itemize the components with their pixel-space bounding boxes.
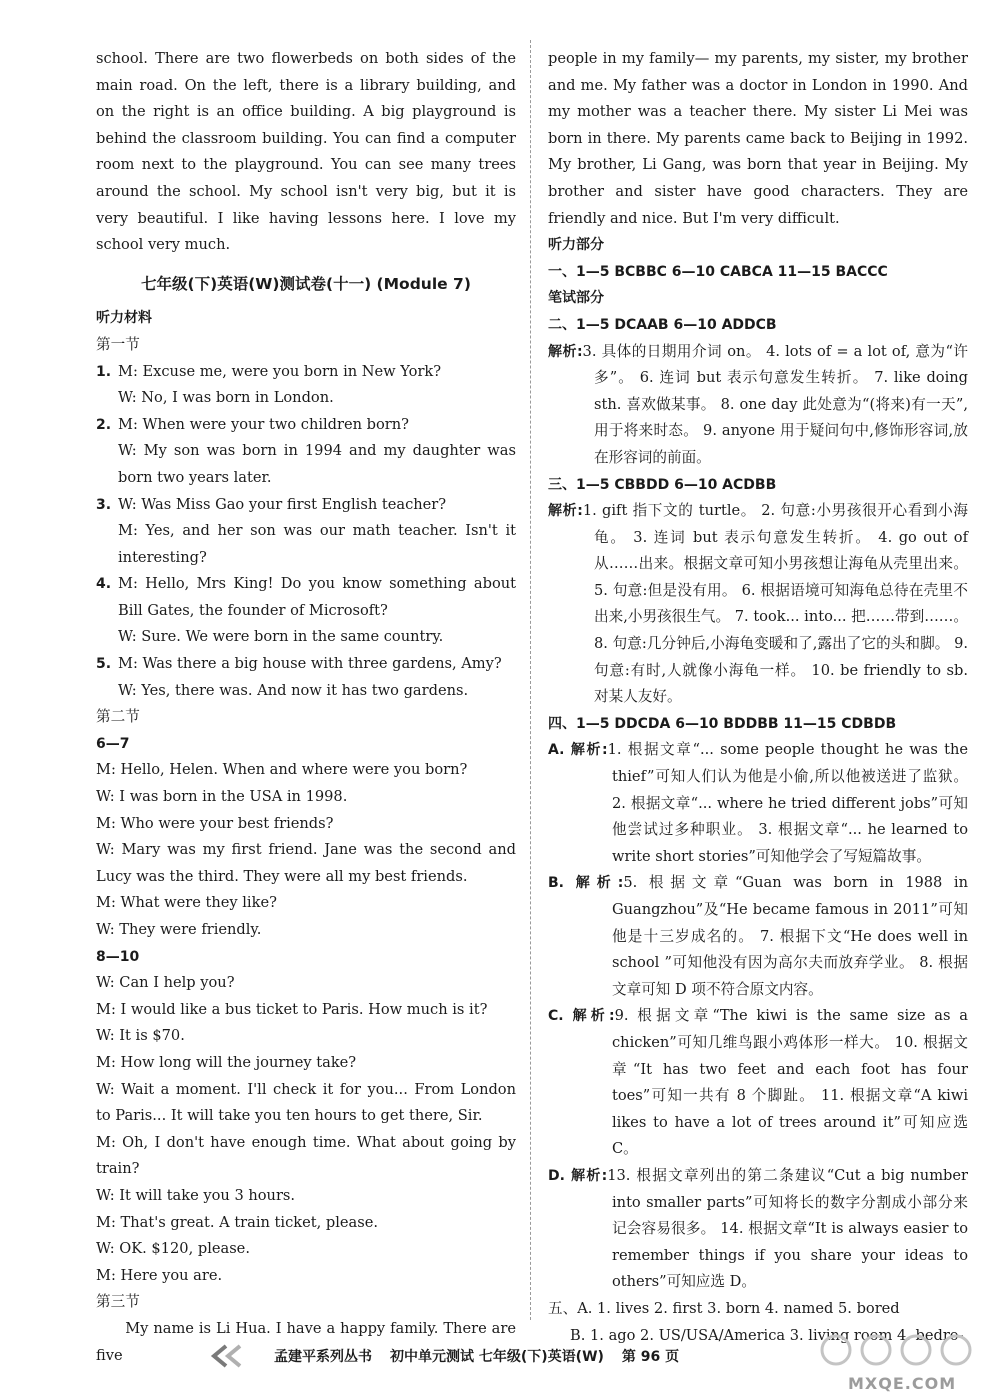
section-3-answers: 三、1—5 CBBDD 6—10 ACDBB — [548, 476, 777, 493]
dialog-line: W: It will take you 3 hours. — [96, 1186, 296, 1204]
dialog-line: M: Yes, and her son was our math teacher. Isn't it interesting? — [118, 522, 516, 566]
group-6-7-label: 6—7 — [96, 735, 130, 752]
watermark-text: MXQE.COM — [848, 1374, 957, 1393]
dialog-line: M: I would like a bus ticket to Paris. How much is it? — [96, 1000, 488, 1018]
analysis-label: 解析: — [548, 343, 583, 360]
question-3 — [96, 492, 516, 572]
section-4-answers: 四、1—5 DDCDA 6—10 BDDBB 11—15 CDBDB — [548, 715, 897, 732]
dialog-line: M: Hello, Mrs King! Do you know something about Bill Gates, the founder of Microsoft? — [118, 575, 516, 619]
dialog-line: W: No, I was born in London. — [118, 389, 334, 407]
dialog-line: W: Yes, there was. And now it has two gardens. — [118, 681, 469, 699]
dialog-line: W: I was born in the USA in 1998. — [96, 788, 348, 806]
question-number: 3. — [96, 496, 112, 513]
dialog-line: M: What were they like? — [96, 894, 277, 912]
dialog-line: M: Hello, Helen. When and where were you born? — [96, 761, 468, 779]
section-2-answers: 二、1—5 DCAAB 6—10 ADDCB — [548, 316, 777, 333]
analysis-label: A. 解析: — [548, 742, 608, 759]
question-number: 4. — [96, 576, 112, 593]
page-number: 第 96 页 — [621, 1349, 680, 1365]
section-3-analysis — [548, 498, 968, 711]
section-2-label: 第二节 — [96, 708, 140, 726]
part-a-analysis — [548, 737, 968, 870]
written-part-label: 笔试部分 — [548, 290, 604, 307]
analysis-label: B. 解析: — [548, 875, 624, 892]
right-column — [548, 46, 968, 1349]
question-number: 1. — [96, 363, 112, 380]
section-1-label: 第一节 — [96, 335, 140, 353]
book-title: 初中单元测试 七年级(下)英语(W) — [390, 1349, 604, 1365]
part-c-analysis — [548, 1003, 968, 1163]
series-name: 孟建平系列丛书 — [274, 1349, 372, 1365]
column-divider — [530, 40, 531, 1320]
dialog-line: W: Was Miss Gao your first English teacher? — [118, 495, 447, 513]
part-d-analysis — [548, 1163, 968, 1296]
double-chevron-left-icon — [210, 1344, 246, 1368]
dialog-line: W: OK. $120, please. — [96, 1240, 250, 1258]
dialog-line: M: Who were your best friends? — [96, 814, 334, 832]
dialog-line: W: Can I help you? — [96, 974, 235, 992]
test-title: 七年级(下)英语(W)测试卷(十一) (Module 7) — [141, 274, 471, 293]
dialog-line: W: My son was born in 1994 and my daughter was born two years later. — [118, 442, 516, 486]
analysis-text: 1. gift 指下文的 turtle。 2. 句意:小男孩很开心看到小海龟。 3. 连词 but 表示句意发生转折。 4. go out of 从……出来。根据文章可知小男孩想让海龟从壳里出来。 5. 句意:但是没有用。 6. 根据语境可知海龟总待在壳里不出来,小男孩很生气。 7. took... into... 把……带到……。 8. 句意:几分钟后,小海龟变暖和了,露出了它的头和脚。 9. 句意:有时,人就像小海龟一样。 10. be friendly to sb. 对某人友好。 — [582, 502, 968, 706]
dialog-line: M: How long will the journey take? — [96, 1053, 357, 1071]
dialog-line: W: Wait a moment. I'll check it for you... From London to Paris... It will take you ten hours to get there, Sir. — [96, 1080, 516, 1125]
dialog-line: M: When were your two children born? — [118, 415, 410, 433]
listening-part-label: 听力部分 — [548, 237, 604, 254]
group-8-10-label: 8—10 — [96, 948, 140, 965]
analysis-label: D. 解析: — [548, 1167, 608, 1184]
dialog-line: W: Sure. We were born in the same country. — [118, 628, 444, 646]
left-column — [96, 46, 516, 1369]
continued-paragraph: people in my family— my parents, my sister, my brother and me. My father was a doctor in London in 1990. And my mother was a teacher there. My sister Li Mei was born in there. My parents came back to Beijing in 1992. My brother, Li Gang, was born that year in Beijing. My brother and sister have good characters. They are friendly and nice. But I'm very difficult. — [548, 50, 968, 227]
section-5-a-answers: 五、A. 1. lives 2. first 3. born 4. named 5. bored — [548, 1299, 900, 1317]
dialog-line: M: Was there a big house with three gardens, Amy? — [118, 655, 502, 673]
section-3-paragraph: My name is Li Hua. I have a happy family. There are five — [96, 1319, 516, 1364]
dialog-line: W: It is $70. — [96, 1027, 185, 1045]
dialog-line: W: They were friendly. — [96, 921, 262, 938]
analysis-text: 5. 根据文章“Guan was born in 1988 in Guangzhou”及“He became famous in 2011”可知他是十三岁成名的。 7. 根据下文“He does well in school ”可知他没有因为高尔夫而放弃学业。 8. 根据文章可知 D 项不符合原文内容。 — [612, 874, 968, 998]
section-2-analysis — [548, 339, 968, 472]
question-5 — [96, 651, 516, 704]
dialog-line: M: Here you are. — [96, 1266, 223, 1284]
question-4 — [96, 571, 516, 651]
dialog-line: M: That's great. A train ticket, please. — [96, 1213, 378, 1231]
section-5-b-answers: B. 1. ago 2. US/USA/America 3. living room 4. bedro- — [570, 1326, 964, 1344]
analysis-text: 3. 具体的日期用介词 on。 4. lots of = a lot of, 意为“许多”。 6. 连词 but 表示句意发生转折。 7. like doing sth. 喜欢做某事。 8. one day 此处意为“(将来)有一天”,用于将来时态。 9. anyone 用于疑问句中,修饰形容词,放在形容词的前面。 — [582, 342, 968, 466]
analysis-text: 13. 根据文章列出的第二条建议“Cut a big number into smaller parts”可知将长的数字分割成小部分来记会容易很多。 14. 根据文章“It is always easier to remember things if you share your ideas to others”可知应选 D。 — [607, 1166, 968, 1291]
analysis-text: 1. 根据文章“... some people thought he was the thief”可知人们认为他是小偷,所以他被送进了监狱。 2. 根据文章“... where he tried different jobs”可知他尝试过多种职业。 3. 根据文章“... he learned to write short stories”可知他学会了写短篇故事。 — [607, 741, 969, 865]
dialog-8-10 — [96, 970, 516, 1289]
listening-material-label: 听力材料 — [96, 310, 152, 327]
question-2 — [96, 412, 516, 492]
dialog-line: W: Mary was my first friend. Jane was the second and Lucy was the third. They were all my best friends. — [96, 841, 516, 885]
listening-answers: 一、1—5 BCBBC 6—10 CABCA 11—15 BACCC — [548, 263, 888, 280]
page-footer — [210, 1340, 830, 1372]
part-b-analysis — [548, 870, 968, 1003]
dialog-line: M: Oh, I don't have enough time. What about going by train? — [96, 1133, 516, 1178]
dialog-6-7 — [96, 757, 516, 943]
question-1 — [96, 359, 516, 412]
analysis-label: 解析: — [548, 503, 583, 520]
dialog-line: M: Excuse me, were you born in New York? — [118, 362, 442, 380]
intro-paragraph: school. There are two flowerbeds on both sides of the main road. On the left, there is a library building, and on the right is an office building. A big playground is behind the classroom building. You can find a computer room next to the playground. You can see many trees around the school. My school isn't very big, but it is very beautiful. I like having lessons here. I love my school very much. — [96, 50, 516, 254]
analysis-text: 9. 根据文章“The kiwi is the same size as a chicken”可知几维鸟跟小鸡体形一样大。 10. 根据文章“It has two feet and each foot has four toes”可知一共有 8 个脚趾。 11. 根据文章“A kiwi likes to have a lot of trees around it”可知应选 C。 — [612, 1007, 968, 1158]
question-number: 2. — [96, 416, 112, 433]
section-3-label: 第三节 — [96, 1293, 140, 1311]
question-number: 5. — [96, 656, 112, 673]
analysis-label: C. 解析: — [548, 1008, 615, 1025]
